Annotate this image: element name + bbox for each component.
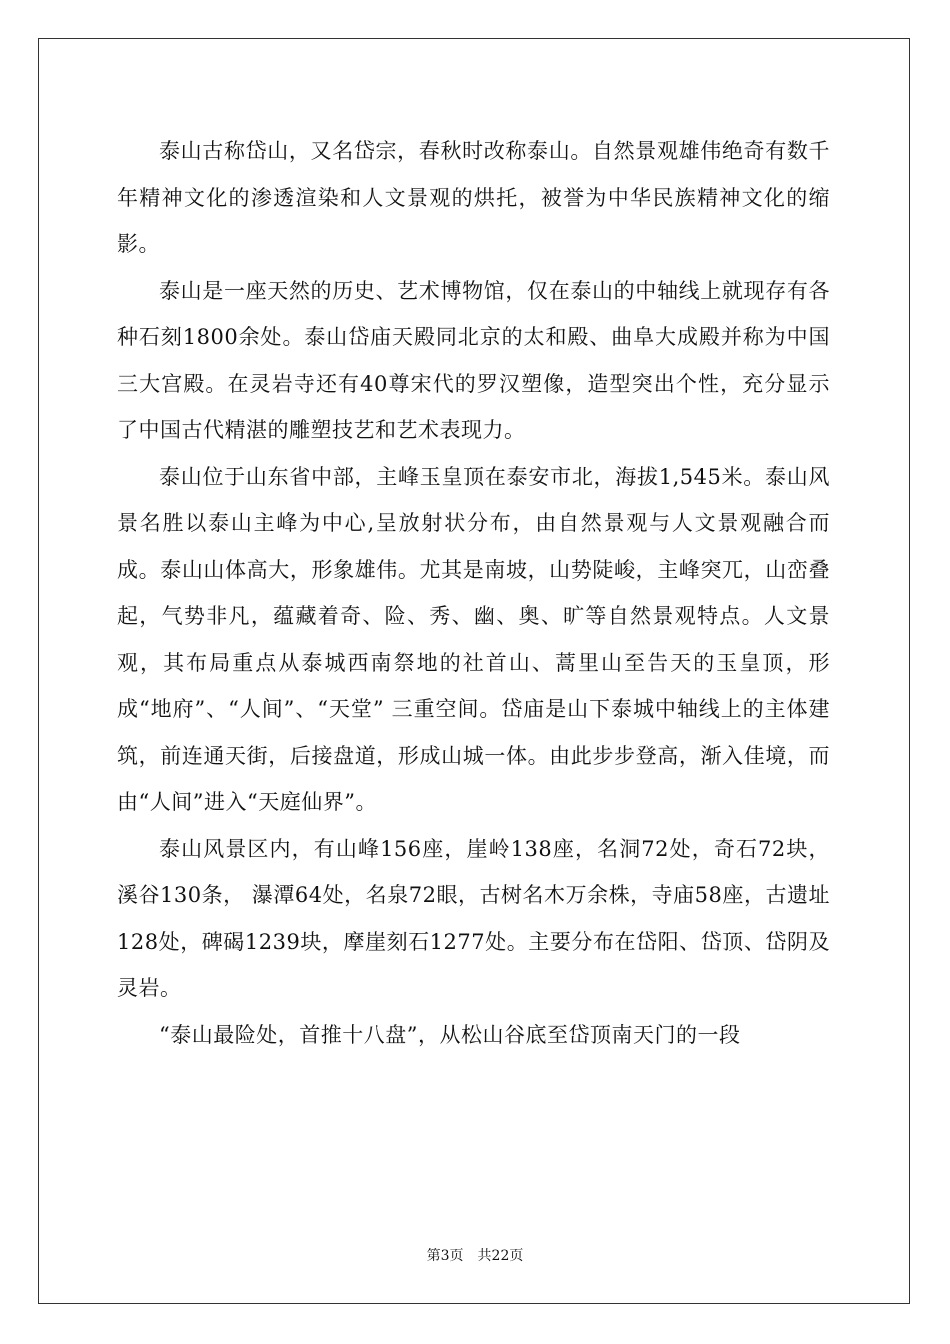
page-number-label: 第3页 共22页 [426,1248,524,1264]
page-number-footer [0,1245,950,1265]
document-body [117,128,830,1058]
paragraph-3: 泰山位于山东省中部，主峰玉皇顶在泰安市北，海拔1,545米。泰山风景名胜以泰山主峰为中心,呈放射状分布，由自然景观与人文景观融合而成。泰山山体高大，形象雄伟。尤其是南坡，山势陡峻，主峰突兀，山峦叠起，气势非凡，蕴藏着奇、险、秀、幽、奥、旷等自然景观特点。人文景观，其布局重点从泰城西南祭地的社首山、蒿里山至告天的玉皇顶，形成“地府”、“人间”、“天堂” 三重空间。岱庙是山下泰城中轴线上的主体建筑，前连通天街，后接盘道，形成山城一体。由此步步登高，渐入佳境，而由“人间”进入“天庭仙界”。 [117,464,830,814]
paragraph-2: 泰山是一座天然的历史、艺术博物馆，仅在泰山的中轴线上就现存有各种石刻1800余处。泰山岱庙天殿同北京的太和殿、曲阜大成殿并称为中国三大宫殿。在灵岩寺还有40尊宋代的罗汉塑像，造型突出个性，充分显示了中国古代精湛的雕塑技艺和艺术表现力。 [117,278,830,442]
paragraph-5: “泰山最险处，首推十八盘”，从松山谷底至岱顶南天门的一段 [159,1022,741,1047]
paragraph-1: 泰山古称岱山，又名岱宗，春秋时改称泰山。自然景观雄伟绝奇有数千年精神文化的渗透渲染和人文景观的烘托，被誉为中华民族精神文化的缩影。 [117,139,830,256]
paragraph-4: 泰山风景区内，有山峰156座，崖岭138座，名洞72处，奇石72块，溪谷130条， 瀑潭64处，名泉72眼，古树名木万余株，寺庙58座，古遗址128处，碑碣1239块，摩崖刻石1277处。主要分布在岱阳、岱顶、岱阴及灵岩。 [117,836,830,1000]
